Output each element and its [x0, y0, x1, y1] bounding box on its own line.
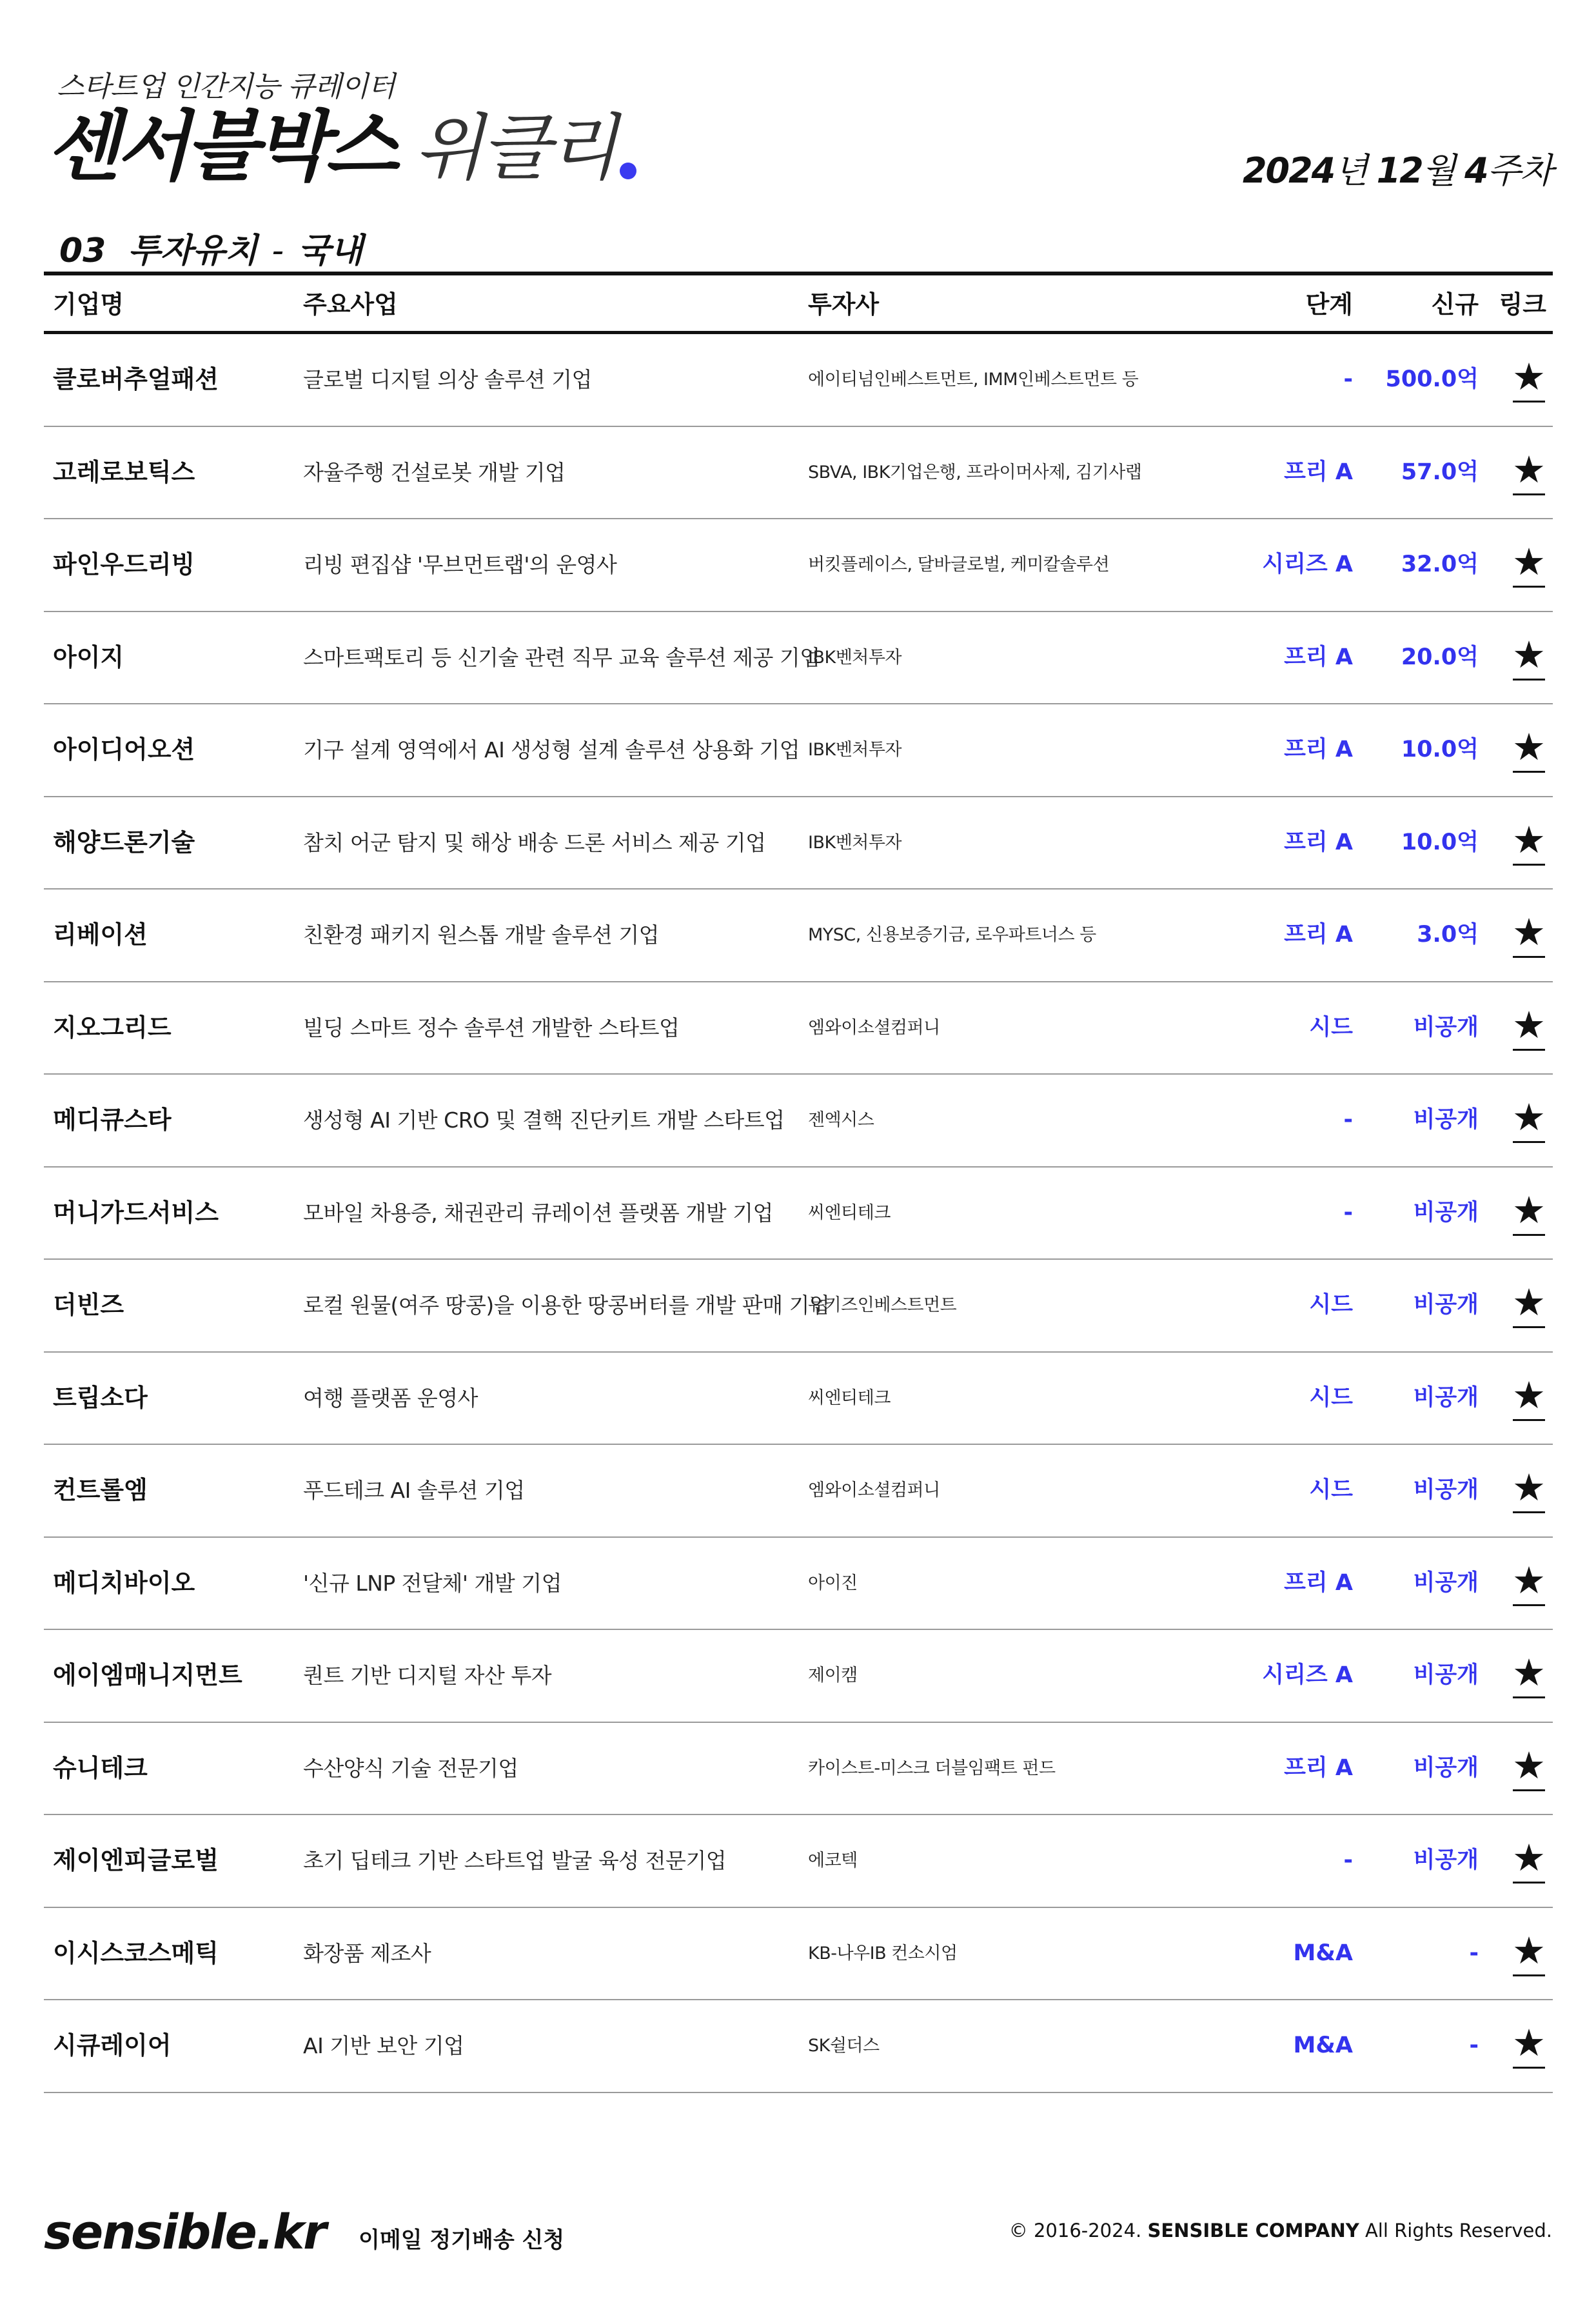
investment-amount: 비공개	[1413, 1662, 1479, 1688]
company-name: 해양드론기술	[53, 828, 195, 857]
link-underline	[1513, 1511, 1545, 1513]
business-description: 빌딩 스마트 정수 솔루션 개발한 스타트업	[303, 1015, 680, 1040]
link-underline	[1513, 1234, 1545, 1236]
table-row	[44, 1075, 1553, 1168]
investment-stage: 프리 A	[1284, 829, 1353, 855]
column-header-business: 주요사업	[303, 290, 398, 319]
investor-names: 뉴키즈인베스트먼트	[808, 1295, 957, 1315]
table-row	[44, 1630, 1553, 1723]
star-icon: ★	[1512, 355, 1546, 399]
section-title: 투자유치	[128, 232, 258, 270]
investment-stage: -	[1343, 1107, 1353, 1133]
company-name: 슈니테크	[53, 1753, 148, 1782]
business-description: 여행 플랫폼 운영사	[303, 1385, 478, 1411]
investment-stage: M&A	[1293, 2033, 1353, 2058]
investor-names: MYSC, 신용보증기금, 로우파트너스 등	[808, 925, 1096, 945]
link-underline	[1513, 1882, 1545, 1884]
star-icon: ★	[1512, 632, 1546, 677]
date-week: 4	[1464, 150, 1488, 191]
star-icon: ★	[1512, 1373, 1546, 1417]
star-icon: ★	[1512, 1466, 1546, 1509]
link-underline	[1513, 1696, 1545, 1698]
company-name: 메디큐스타	[53, 1106, 172, 1134]
investment-amount: 비공개	[1413, 1847, 1479, 1873]
brand-title-bold: 센서블박스	[46, 102, 395, 191]
star-icon: ★	[1512, 910, 1546, 954]
star-icon: ★	[1512, 447, 1546, 492]
business-description: 리빙 편집샵 '무브먼트랩'의 운영사	[303, 552, 617, 577]
article-link-button[interactable]	[1510, 1467, 1548, 1515]
investor-names: 엠와이소셜컴퍼니	[808, 1017, 940, 1038]
star-icon: ★	[1512, 817, 1546, 862]
star-icon: ★	[1512, 1558, 1546, 1602]
column-header-investor: 투자사	[808, 290, 880, 319]
link-underline	[1513, 1604, 1545, 1606]
article-link-button[interactable]	[1510, 819, 1548, 867]
star-icon: ★	[1512, 1280, 1546, 1324]
business-description: 참치 어군 탐지 및 해상 배송 드론 서비스 제공 기업	[303, 830, 766, 855]
table-row	[44, 612, 1553, 705]
article-link-button[interactable]	[1510, 2022, 1548, 2070]
company-name: 고레로보틱스	[53, 457, 195, 486]
company-name: 트립소다	[53, 1383, 148, 1412]
business-description: '신규 LNP 전달체' 개발 기업	[303, 1570, 562, 1596]
link-underline	[1513, 1141, 1545, 1143]
link-underline	[1513, 1049, 1545, 1051]
company-name: 리베이션	[53, 920, 148, 949]
company-name: 이시스코스메틱	[53, 1938, 219, 1967]
investment-stage: 프리 A	[1284, 459, 1353, 485]
investor-names: SK쉴더스	[808, 2036, 880, 2056]
table-row	[44, 982, 1553, 1075]
business-description: 글로벌 디지털 의상 솔루션 기업	[303, 367, 592, 392]
company-name: 더빈즈	[53, 1291, 124, 1319]
investment-amount: 32.0억	[1401, 552, 1479, 577]
business-description: 초기 딥테크 기반 스타트업 발굴 육성 전문기업	[303, 1848, 727, 1873]
date-year-unit: 년	[1334, 150, 1367, 191]
investment-amount: 비공개	[1413, 1477, 1479, 1503]
investor-names: 씨엔티테크	[808, 1202, 891, 1223]
investor-names: 에이티넘인베스트먼트, IMM인베스트먼트 등	[808, 370, 1139, 390]
link-underline	[1513, 1326, 1545, 1328]
business-description: 기구 설계 영역에서 AI 생성형 설계 솔루션 상용화 기업	[303, 737, 800, 762]
article-link-button[interactable]	[1510, 1282, 1548, 1329]
star-icon: ★	[1512, 1928, 1546, 1973]
table-row	[44, 797, 1553, 890]
date-month: 12	[1376, 150, 1423, 191]
investment-amount: 비공개	[1413, 1199, 1479, 1226]
table-row	[44, 2000, 1553, 2093]
star-icon: ★	[1512, 2021, 1546, 2065]
copyright-rights: All Rights Reserved.	[1364, 2220, 1552, 2241]
date-year: 2024	[1242, 150, 1335, 191]
investor-names: 제이캠	[808, 1665, 858, 1685]
investment-stage: 프리 A	[1284, 737, 1353, 762]
article-link-button[interactable]	[1510, 1930, 1548, 1978]
table-row	[44, 1260, 1553, 1353]
business-description: 스마트팩토리 등 신기술 관련 직무 교육 솔루션 제공 기업	[303, 644, 820, 670]
star-icon: ★	[1512, 1095, 1546, 1139]
link-underline	[1513, 956, 1545, 958]
article-link-button[interactable]	[1510, 356, 1548, 404]
investment-amount: -	[1469, 2033, 1479, 2058]
investment-amount: 57.0억	[1401, 459, 1479, 485]
investor-names: 씨엔티테크	[808, 1387, 891, 1408]
investor-names: 버킷플레이스, 달바글로벌, 케미칼솔루션	[808, 555, 1110, 575]
company-name: 에이엠매니지먼트	[53, 1661, 242, 1689]
investment-stage: -	[1343, 366, 1353, 392]
link-underline	[1513, 864, 1545, 866]
investment-amount: 10.0억	[1401, 737, 1479, 762]
section-separator: -	[271, 232, 284, 270]
star-icon: ★	[1512, 1188, 1546, 1232]
copyright-company: SENSIBLE COMPANY	[1147, 2220, 1359, 2241]
link-underline	[1513, 1789, 1545, 1791]
business-description: 로컬 원물(여주 땅콩)을 이용한 땅콩버터를 개발 판매 기업	[303, 1293, 830, 1318]
brand-title-light: 위클리	[413, 106, 616, 190]
business-description: 생성형 AI 기반 CRO 및 결핵 진단키트 개발 스타트업	[303, 1108, 785, 1133]
investment-amount: 500.0억	[1385, 366, 1479, 392]
brand-title	[46, 102, 636, 191]
table-row	[44, 1723, 1553, 1816]
link-underline	[1513, 1419, 1545, 1421]
article-link-button[interactable]	[1510, 1375, 1548, 1422]
column-header-company: 기업명	[53, 290, 124, 319]
table-header	[44, 275, 1553, 333]
article-link-button[interactable]	[1510, 911, 1548, 959]
investment-amount: 비공개	[1413, 1107, 1479, 1133]
article-link-button[interactable]	[1510, 1560, 1548, 1607]
star-icon: ★	[1512, 1836, 1546, 1880]
investment-amount: 비공개	[1413, 1384, 1479, 1411]
table-row	[44, 1815, 1553, 1908]
investor-names: 에코텍	[808, 1851, 858, 1871]
table-body	[44, 334, 1553, 2093]
table-row	[44, 1353, 1553, 1446]
investment-amount: 20.0억	[1401, 644, 1479, 670]
investor-names: IBK벤처투자	[808, 832, 902, 853]
investment-stage: 시드	[1309, 1014, 1353, 1040]
date-week-unit: 주차	[1487, 150, 1552, 191]
column-header-stage: 단계	[1305, 290, 1353, 319]
investment-stage: 프리 A	[1284, 922, 1353, 948]
investment-stage: 시드	[1309, 1477, 1353, 1503]
investor-names: IBK벤처투자	[808, 740, 902, 760]
investment-stage: -	[1343, 1199, 1353, 1226]
table-row	[44, 519, 1553, 612]
article-link-button[interactable]	[1510, 1097, 1548, 1144]
business-description: 수산양식 기술 전문기업	[303, 1755, 518, 1781]
investment-stage: 시드	[1309, 1384, 1353, 1411]
link-underline	[1513, 493, 1545, 495]
investor-names: 젠엑시스	[808, 1110, 874, 1130]
investment-stage: -	[1343, 1847, 1353, 1873]
copyright-years: © 2016-2024.	[1009, 2220, 1142, 2241]
link-underline	[1513, 1974, 1545, 1976]
investment-amount: 비공개	[1413, 1754, 1479, 1781]
article-link-button[interactable]	[1510, 1652, 1548, 1700]
investment-stage: 시리즈 A	[1262, 552, 1353, 577]
company-name: 아이디어오션	[53, 735, 195, 764]
table-row	[44, 1538, 1553, 1631]
brand-dot-icon	[620, 163, 636, 179]
investor-names: KB-나우IB 컨소시엄	[808, 1943, 958, 1963]
business-description: 화장품 제조사	[303, 1940, 431, 1966]
article-link-button[interactable]	[1510, 541, 1548, 589]
star-icon: ★	[1512, 1002, 1546, 1047]
investment-amount: -	[1469, 1940, 1479, 1966]
investor-names: IBK벤처투자	[808, 647, 902, 668]
column-header-link: 링크	[1499, 290, 1546, 319]
company-name: 아이지	[53, 642, 124, 671]
section-number: 03	[59, 232, 106, 270]
business-description: 퀀트 기반 디지털 자산 투자	[303, 1663, 552, 1688]
table-row	[44, 1908, 1553, 2001]
footer-brand-link[interactable]: sensible.kr	[44, 2205, 326, 2260]
business-description: AI 기반 보안 기업	[303, 2033, 464, 2058]
investment-amount: 3.0억	[1417, 922, 1479, 948]
article-link-button[interactable]	[1510, 1745, 1548, 1793]
table-row	[44, 334, 1553, 427]
article-link-button[interactable]	[1510, 634, 1548, 682]
date-month-unit: 월	[1422, 150, 1455, 191]
table-row	[44, 1168, 1553, 1260]
star-icon: ★	[1512, 1743, 1546, 1787]
table-row	[44, 704, 1553, 797]
investment-amount: 10.0억	[1401, 829, 1479, 855]
investment-stage: 프리 A	[1284, 644, 1353, 670]
investment-stage: 시리즈 A	[1262, 1662, 1353, 1688]
table-row	[44, 1445, 1553, 1538]
link-underline	[1513, 679, 1545, 681]
table-row	[44, 427, 1553, 520]
star-icon: ★	[1512, 725, 1546, 769]
page-subtitle: 스타트업 인간지능 큐레이터	[57, 70, 395, 103]
investment-amount: 비공개	[1413, 1014, 1479, 1040]
company-name: 지오그리드	[53, 1013, 172, 1042]
investor-names: 아이진	[808, 1573, 858, 1593]
company-name: 클로버추얼패션	[53, 365, 219, 393]
link-underline	[1513, 401, 1545, 403]
company-name: 시큐레이어	[53, 2031, 172, 2060]
investment-stage: 시드	[1309, 1292, 1353, 1318]
section-subtitle: 국내	[298, 232, 363, 270]
section-heading	[59, 223, 363, 272]
company-name: 머니가드서비스	[53, 1198, 219, 1227]
investment-stage: 프리 A	[1284, 1754, 1353, 1781]
investor-names: SBVA, IBK기업은행, 프라이머사제, 김기사랩	[808, 462, 1142, 482]
article-link-button[interactable]	[1510, 449, 1548, 497]
article-link-button[interactable]	[1510, 726, 1548, 774]
copyright	[1009, 2220, 1552, 2241]
article-link-button[interactable]	[1510, 1837, 1548, 1885]
investor-names: 엠와이소셜컴퍼니	[808, 1480, 940, 1500]
star-icon: ★	[1512, 540, 1546, 584]
issue-date	[1243, 143, 1552, 193]
article-link-button[interactable]	[1510, 1004, 1548, 1052]
investment-stage: 프리 A	[1284, 1569, 1353, 1596]
link-underline	[1513, 2067, 1545, 2069]
link-underline	[1513, 771, 1545, 773]
column-header-amount: 신규	[1431, 290, 1479, 319]
subscribe-link[interactable]: 이메일 정기배송 신청	[359, 2227, 565, 2253]
company-name: 제이엔피글로벌	[53, 1846, 219, 1874]
business-description: 모바일 차용증, 채권관리 큐레이션 플랫폼 개발 기업	[303, 1200, 773, 1226]
business-description: 자율주행 건설로봇 개발 기업	[303, 459, 566, 485]
company-name: 컨트롤엠	[53, 1476, 148, 1504]
company-name: 메디치바이오	[53, 1568, 195, 1597]
article-link-button[interactable]	[1510, 1189, 1548, 1237]
link-underline	[1513, 586, 1545, 588]
business-description: 푸드테크 AI 솔루션 기업	[303, 1478, 525, 1503]
investment-amount: 비공개	[1413, 1292, 1479, 1318]
table-row	[44, 890, 1553, 982]
star-icon: ★	[1512, 1651, 1546, 1695]
investor-names: 카이스트-미스크 더블임팩트 펀드	[808, 1758, 1056, 1778]
investment-stage: M&A	[1293, 1940, 1353, 1966]
business-description: 친환경 패키지 원스톱 개발 솔루션 기업	[303, 922, 659, 948]
investment-amount: 비공개	[1413, 1569, 1479, 1596]
company-name: 파인우드리빙	[53, 550, 195, 579]
